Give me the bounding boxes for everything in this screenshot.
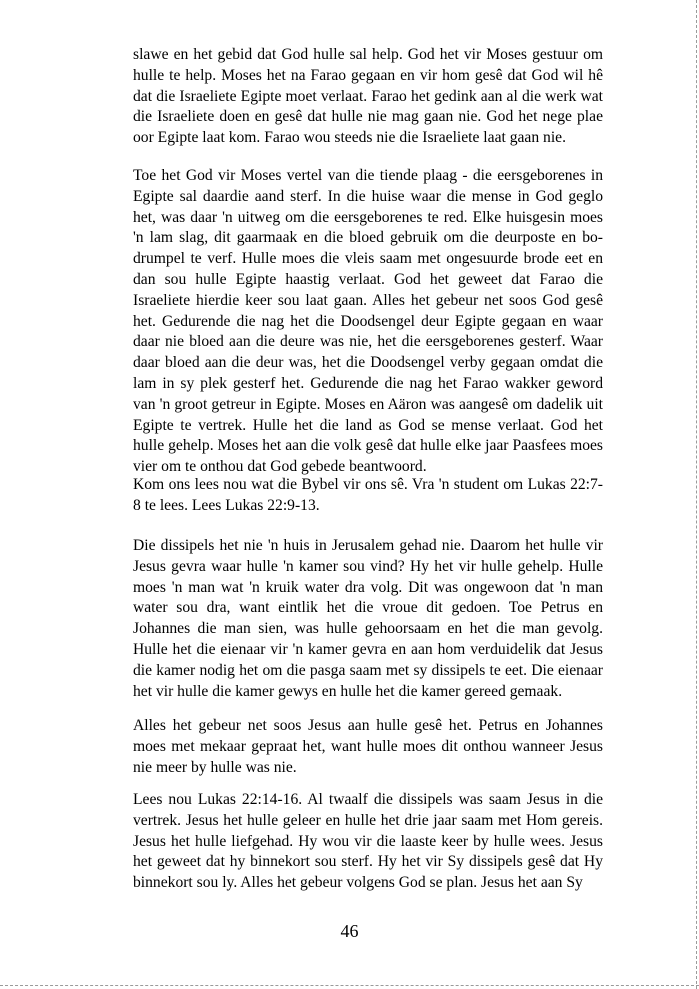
paragraph-peter-john: Alles het gebeur net soos Jesus aan hulle gesê het. Petrus en Johannes moes met mekaar gepraat het, want hulle moes dit onthou wanneer Jesus nie meer by hulle was nie.: [133, 717, 603, 776]
scan-edge-bottom: [0, 984, 699, 986]
paragraph-luke-22-14: Lees nou Lukas 22:14-16. Al twaalf die dissipels was saam Jesus in die vertrek. Jesus het hulle geleer en hulle het drie jaar saam met Hom gereis. Jesus het hulle liefgehad. Hy wou vir die laaste keer by hulle wees. Jesus het geweet dat hy binnekort sou sterf. Hy het vir Sy dissipels gesê dat Hy binnekort sou ly. Alles het gebeur volgens God se plan. Jesus het aan Sy: [133, 791, 603, 892]
paragraph-disciples-room: Die dissipels het nie 'n huis in Jerusalem gehad nie. Daarom het hulle vir Jesus gevra waar hulle 'n kamer sou vind? Hy het vir hulle gehelp. Hulle moes 'n man wat 'n kruik water dra volg. Dit was ongewoon dat 'n man water sou dra, want eintlik het die vroue dit gedoen. Toe Petrus en Johannes die man sien, was hulle gehoorsaam en het die man gevolg. Hulle het die eienaar vir 'n kamer gevra en aan hom verduidelik dat Jesus die kamer nodig het om die pasga saam met sy dissipels te eet. Die eienaar het vir hulle die kamer gewys en hulle het die kamer gereed gemaak.: [133, 537, 603, 700]
paragraph-slaves-moses-farao: slawe en het gebid dat God hulle sal help. God het vir Moses gestuur om hulle te help. Moses het na Farao gegaan en vir hom gesê dat God wil hê dat die Israeliete Egipte moet verlaat. Farao het gedink aan al die werk wat die Israeliete doen en gesê dat hulle nie mag gaan nie. God het nege plae oor Egipte laat kom. Farao wou steeds nie die Israeliete laat gaan nie.: [133, 46, 603, 147]
scan-edge-right: [695, 0, 697, 989]
paragraph-bible-reading: Kom ons lees nou wat die Bybel vir ons sê. Vra 'n student om Lukas 22:7-8 te lees. Lees Lukas 22:9-13.: [133, 476, 603, 514]
paragraph-tenth-plague: Toe het God vir Moses vertel van die tiende plaag - die eersgeborenes in Egipte sal daardie aand sterf. In die huise waar die mense in God geglo het, was daar 'n uitweg om die eersgeborenes te red. Elke huisgesin moes 'n lam slag, dit gaarmaak en die bloed gebruik om die deurposte en bo-drumpel te verf. Hulle moes die vleis saam met ongesuurde brode eet en dan sou hulle Egipte haastig verlaat. God het geweet dat Farao die Israeliete hierdie keer sou laat gaan. Alles het gebeur net soos God gesê het. Gedurende die nag het die Doodsengel deur Egipte gegaan en waar daar nie bloed aan die deure was nie, het die eersgeborenes gesterf. Waar daar bloed aan die deur was, het die Doodsengel verby gegaan omdat die lam in sy plek gesterf het. Gedurende die nag het Farao wakker geword van 'n groot getreur in Egipte. Moses en Aäron was aangesê om dadelik uit Egipte te vertrek. Hulle het die land as God se mense verlaat. God het hulle gehelp. Moses het aan die volk gesê dat hulle elke jaar Paasfees moes vier om te onthou dat God gebede beantwoord.: [133, 167, 603, 476]
page-number: 46: [340, 921, 359, 941]
